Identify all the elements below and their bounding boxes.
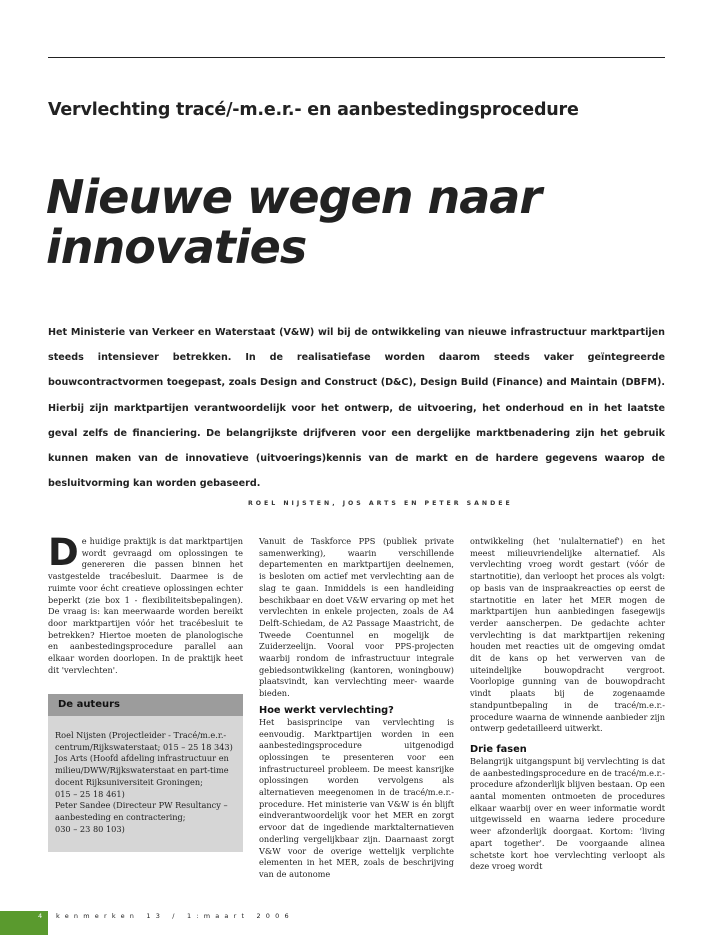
body-paragraph: Belangrijk uitgangspunt bij vervlechting is dat de aanbestedingsprocedure en de tracé/m.e.r.-procedure afzonderlijk blijven bestaan. Op een aantal momenten ontmoeten de procedures elkaar waarbij over en weer informatie wordt uitgewisseld en waarna iedere procedure weer afzonderlijk doorgaat. Kortom: 'living apart together'. De voorgaande alinea schetste kort hoe vervlechting verloopt als deze vroeg wordt xyxy=(470,755,665,872)
author-line: 030 – 23 80 103) xyxy=(55,823,125,834)
authors-heading: De auteurs xyxy=(48,694,243,716)
intro-paragraph xyxy=(48,531,243,676)
kicker-title: Vervlechting tracé/-m.e.r.- en aanbestedingsprocedure xyxy=(48,100,579,120)
body-paragraph: ontwikkeling (het 'nulalternatief') en het meest milieuvriendelijke alternatief. Als vervlechting vroeg wordt gestart (vóór de startnotitie), dan verloopt het proces als volgt: op basis van de inspraakreacties op eerst de startnotitie en later het MER mogen de marktpartijen hun aanbiedingen fasegewijs verder aanscherpen. De gedachte achter vervlechting is dat marktpartijen rekening houden met reacties uit de omgeving omdat dit de kans op het verwerven van de uiteindelijke bouwopdracht vergroot. Voorlopige gunning van de bouwopdracht vindt plaats bij de zogenaamde standpuntbepaling in de tracé/m.e.r.-procedure waarna de winnende aanbieder zijn ontwerp gedetailleerd uitwerkt. xyxy=(470,536,665,734)
footer-publication: kenmerken 13 / 1:maart 2006 xyxy=(56,912,294,920)
lead-paragraph: Het Ministerie van Verkeer en Waterstaat (V&W) wil bij de ontwikkeling van nieuwe infrastructuur marktpartijen steeds intensiever betrekken. In de realisatiefase worden daarom steeds vaker geïntegreerde bouwcontractvormen toegepast, zoals Design and Construct (D&C), Design Build (Finance) and Maintain (DBFM). Hierbij zijn marktpartijen verantwoordelijk voor het ontwerp, de uitvoering, het onderhoud en in het laatste geval zelfs de financiering. De belangrijkste drijfveren voor een dergelijke marktbenadering zijn het gebruik kunnen maken van de innovatieve (uitvoerings)kennis van de markt en de hardere gegevens waarop de besluitvorming kan worden gebaseerd. xyxy=(48,327,665,490)
headline: Nieuwe wegen naar innovaties xyxy=(46,170,542,274)
section-heading-hoe-werkt: Hoe werkt vervlechting? xyxy=(259,704,394,716)
drop-cap: D xyxy=(48,531,79,574)
author-line: Roel Nijsten (Projectleider - Tracé/m.e.r.-centrum/Rijkswaterstaat; 015 – 25 18 343) xyxy=(55,730,233,752)
top-rule xyxy=(48,57,665,58)
section-heading-drie-fasen: Drie fasen xyxy=(470,743,527,755)
body-paragraph: Het basisprincipe van vervlechting is eenvoudig. Marktpartijen worden in een aanbestedingsprocedure uitgenodigd oplossingen te presenteren voor een infrastructureel probleem. De meest kansrijke oplossingen worden vervolgens als alternatieven meegenomen in de tracé/m.e.r.-procedure. Het ministerie van V&W is én blijft eindverantwoordelijk voor het MER en zorgt ervoor dat de ingediende marktalternatieven onderling vergelijkbaar zijn. Daarnaast zorgt V&W voor de overige wettelijk verplichte elementen in het MER, zoals de beschrijving van de autonome xyxy=(259,716,454,879)
author-line: 015 – 25 18 461) xyxy=(55,788,125,799)
authors-list xyxy=(48,716,243,835)
byline: ROEL NIJSTEN, JOS ARTS EN PETER SANDEE xyxy=(248,500,513,507)
page-number: 4 xyxy=(38,912,43,920)
body-paragraph: Vanuit de Taskforce PPS (publiek private samenwerking), waarin verschillende departementen en marktpartijen deelnemen, is besloten om actief met vervlechting aan de slag te gaan. Inmiddels is een handleiding beschikbaar en doet V&W ervaring op met het vervlechten in enkele projecten, zoals de A4 Delft-Schiedam, de A2 Passage Maastricht, de Tweede Coentunnel en mogelijk de Zuiderzeelijn. Vooral voor PPS-projecten waarbij rondom de infrastructuur integrale gebiedsontwikkeling (kantoren, woningbouw) plaatsvindt, kan vervlechting meer- waarde bieden. xyxy=(259,536,454,699)
article-column-1 xyxy=(48,531,243,676)
article-column-3 xyxy=(470,536,665,873)
author-line: Jos Arts (Hoofd afdeling infrastructuur en milieu/DWW/Rijkswaterstaat en part-time docent Rijksuniversiteit Groningen; xyxy=(55,753,229,787)
article-column-2 xyxy=(259,536,454,881)
authors-box xyxy=(48,694,243,852)
intro-text: e huidige praktijk is dat marktpartijen wordt gevraagd om oplossingen te genereren die passen binnen het vastgestelde tracébesluit. Daarmee is de ruimte voor écht creatieve oplossingen echter beperkt (zie box 1 - flexibiliteitsbepalingen). De vraag is: kan meerwaarde worden bereikt door marktpartijen vóór het tracébesluit te betrekken? Hiertoe moeten de planologische en aanbestedingsprocedure parallel aan elkaar worden doorlopen. In de praktijk heet dit 'vervlechten'. xyxy=(48,536,243,675)
author-line: Peter Sandee (Directeur PW Resultancy – aanbesteding en contractering; xyxy=(55,800,228,822)
